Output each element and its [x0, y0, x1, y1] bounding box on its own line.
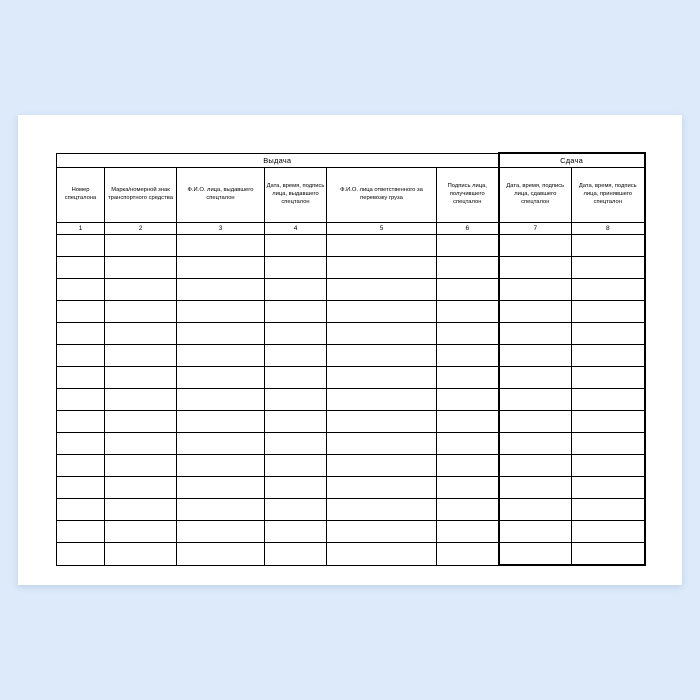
- table-cell[interactable]: [437, 543, 499, 566]
- journal-form: [56, 152, 644, 548]
- table-row: [57, 543, 645, 566]
- table-cell[interactable]: [327, 279, 437, 301]
- table-cell[interactable]: [437, 345, 499, 367]
- table-cell[interactable]: [265, 367, 327, 389]
- table-cell[interactable]: [57, 543, 105, 566]
- table-cell[interactable]: [177, 543, 265, 566]
- table-cell[interactable]: [265, 477, 327, 499]
- table-cell[interactable]: [327, 323, 437, 345]
- table-cell[interactable]: [327, 235, 437, 257]
- table-cell[interactable]: [499, 279, 572, 301]
- column-number-1: 1: [57, 223, 105, 235]
- table-cell[interactable]: [177, 235, 265, 257]
- table-cell[interactable]: [327, 257, 437, 279]
- table-cell[interactable]: [437, 389, 499, 411]
- table-cell[interactable]: [57, 279, 105, 301]
- table-cell[interactable]: [177, 389, 265, 411]
- table-cell[interactable]: [327, 455, 437, 477]
- table-cell[interactable]: [265, 389, 327, 411]
- table-cell[interactable]: [105, 477, 177, 499]
- table-cell[interactable]: [105, 367, 177, 389]
- table-cell[interactable]: [177, 257, 265, 279]
- table-row: [57, 433, 645, 455]
- table-cell[interactable]: [57, 521, 105, 543]
- table-cell[interactable]: [57, 235, 105, 257]
- table-cell[interactable]: [499, 345, 572, 367]
- table-cell[interactable]: [265, 279, 327, 301]
- table-cell[interactable]: [265, 257, 327, 279]
- table-cell[interactable]: [437, 411, 499, 433]
- table-cell[interactable]: [572, 477, 645, 499]
- table-cell[interactable]: [105, 257, 177, 279]
- table-cell[interactable]: [327, 433, 437, 455]
- table-row: [57, 301, 645, 323]
- table-cell[interactable]: [177, 521, 265, 543]
- table-cell[interactable]: [177, 301, 265, 323]
- table-cell[interactable]: [265, 345, 327, 367]
- table-cell[interactable]: [57, 345, 105, 367]
- table-cell[interactable]: [572, 367, 645, 389]
- table-body: [57, 235, 645, 566]
- table-cell[interactable]: [499, 367, 572, 389]
- table-cell[interactable]: [572, 323, 645, 345]
- table-cell[interactable]: [105, 389, 177, 411]
- table-cell[interactable]: [105, 455, 177, 477]
- column-number-8: 8: [572, 223, 645, 235]
- column-number-3: 3: [177, 223, 265, 235]
- table-cell[interactable]: [499, 257, 572, 279]
- table-row: [57, 477, 645, 499]
- table-row: [57, 279, 645, 301]
- table-cell[interactable]: [177, 323, 265, 345]
- table-cell[interactable]: [499, 543, 572, 566]
- table-cell[interactable]: [499, 477, 572, 499]
- table-cell[interactable]: [499, 323, 572, 345]
- table-cell[interactable]: [105, 345, 177, 367]
- column-number-5: 5: [327, 223, 437, 235]
- table-cell[interactable]: [572, 235, 645, 257]
- table-cell[interactable]: [572, 345, 645, 367]
- table-cell[interactable]: [327, 411, 437, 433]
- column-header-6: Подпись лица, получившего спецталон: [437, 168, 499, 223]
- table-cell[interactable]: [177, 433, 265, 455]
- table-row: [57, 521, 645, 543]
- table-row: [57, 345, 645, 367]
- column-header-7: Дата, время, подпись лица, сдавшего спецталон: [499, 168, 572, 223]
- table-cell[interactable]: [499, 235, 572, 257]
- table-cell[interactable]: [572, 499, 645, 521]
- table-cell[interactable]: [105, 543, 177, 566]
- table-row: [57, 455, 645, 477]
- table-cell[interactable]: [265, 323, 327, 345]
- table-cell[interactable]: [105, 499, 177, 521]
- table-cell[interactable]: [572, 411, 645, 433]
- table-cell[interactable]: [572, 301, 645, 323]
- table-cell[interactable]: [177, 345, 265, 367]
- table-cell[interactable]: [437, 521, 499, 543]
- table-cell[interactable]: [177, 455, 265, 477]
- table-cell[interactable]: [57, 367, 105, 389]
- table-cell[interactable]: [499, 499, 572, 521]
- table-cell[interactable]: [327, 477, 437, 499]
- table-cell[interactable]: [437, 257, 499, 279]
- table-cell[interactable]: [327, 367, 437, 389]
- column-header-3: Ф.И.О. лица, выдавшего спецталон: [177, 168, 265, 223]
- table-header: [57, 153, 645, 235]
- table-cell[interactable]: [572, 455, 645, 477]
- table-cell[interactable]: [265, 521, 327, 543]
- table-cell[interactable]: [57, 477, 105, 499]
- group-header-sdacha: Сдача: [499, 153, 645, 168]
- table-cell[interactable]: [499, 301, 572, 323]
- table-cell[interactable]: [572, 433, 645, 455]
- table-cell[interactable]: [437, 367, 499, 389]
- table-cell[interactable]: [437, 235, 499, 257]
- table-cell[interactable]: [57, 455, 105, 477]
- group-header-vydacha: Выдача: [57, 153, 499, 168]
- table-row: [57, 323, 645, 345]
- table-cell[interactable]: [327, 345, 437, 367]
- table-cell[interactable]: [57, 499, 105, 521]
- table-cell[interactable]: [105, 433, 177, 455]
- paper-sheet: [18, 115, 682, 585]
- column-number-row: [57, 223, 645, 235]
- table-cell[interactable]: [327, 389, 437, 411]
- table-cell[interactable]: [572, 543, 645, 566]
- table-cell[interactable]: [177, 367, 265, 389]
- column-header-5: Ф.И.О. лица ответственного за перевозку груза: [327, 168, 437, 223]
- table-row: [57, 257, 645, 279]
- table-cell[interactable]: [105, 235, 177, 257]
- table-cell[interactable]: [265, 301, 327, 323]
- table-row: [57, 411, 645, 433]
- table-cell[interactable]: [265, 455, 327, 477]
- table-cell[interactable]: [177, 279, 265, 301]
- table-cell[interactable]: [57, 411, 105, 433]
- table-cell[interactable]: [327, 543, 437, 566]
- column-number-2: 2: [105, 223, 177, 235]
- table-cell[interactable]: [572, 389, 645, 411]
- table-cell[interactable]: [265, 411, 327, 433]
- table-cell[interactable]: [265, 433, 327, 455]
- table-cell[interactable]: [437, 323, 499, 345]
- table-cell[interactable]: [437, 279, 499, 301]
- table-cell[interactable]: [437, 455, 499, 477]
- table-row: [57, 235, 645, 257]
- table-cell[interactable]: [177, 411, 265, 433]
- table-cell[interactable]: [437, 499, 499, 521]
- table-cell[interactable]: [572, 257, 645, 279]
- column-number-6: 6: [437, 223, 499, 235]
- table-cell[interactable]: [57, 257, 105, 279]
- table-cell[interactable]: [177, 477, 265, 499]
- table-cell[interactable]: [105, 323, 177, 345]
- table-cell[interactable]: [499, 455, 572, 477]
- table-cell[interactable]: [57, 323, 105, 345]
- column-header-1: Номер спецталона: [57, 168, 105, 223]
- table-cell[interactable]: [499, 433, 572, 455]
- table-row: [57, 389, 645, 411]
- table-cell[interactable]: [265, 235, 327, 257]
- column-header-4: Дата, время, подпись лица, выдавшего спецталон: [265, 168, 327, 223]
- table-row: [57, 499, 645, 521]
- table-cell[interactable]: [499, 521, 572, 543]
- table-cell[interactable]: [265, 543, 327, 566]
- group-header-row: [57, 153, 645, 168]
- column-header-row: [57, 168, 645, 223]
- table-cell[interactable]: [327, 521, 437, 543]
- column-number-4: 4: [265, 223, 327, 235]
- table-cell[interactable]: [327, 499, 437, 521]
- table-cell[interactable]: [327, 301, 437, 323]
- table-cell[interactable]: [437, 301, 499, 323]
- table-cell[interactable]: [177, 499, 265, 521]
- table-cell[interactable]: [105, 301, 177, 323]
- table-cell[interactable]: [105, 521, 177, 543]
- column-header-8: Дата, время, подпись лица, принявшего спецталон: [572, 168, 645, 223]
- column-number-7: 7: [499, 223, 572, 235]
- table-row: [57, 367, 645, 389]
- journal-table: [56, 152, 646, 566]
- table-cell[interactable]: [57, 301, 105, 323]
- table-cell[interactable]: [437, 433, 499, 455]
- table-cell[interactable]: [572, 521, 645, 543]
- table-cell[interactable]: [105, 279, 177, 301]
- table-cell[interactable]: [265, 499, 327, 521]
- table-cell[interactable]: [572, 279, 645, 301]
- column-header-2: Марка/номерной знак транспортного средства: [105, 168, 177, 223]
- table-cell[interactable]: [499, 411, 572, 433]
- table-cell[interactable]: [437, 477, 499, 499]
- table-cell[interactable]: [57, 433, 105, 455]
- table-cell[interactable]: [499, 389, 572, 411]
- table-cell[interactable]: [105, 411, 177, 433]
- table-cell[interactable]: [57, 389, 105, 411]
